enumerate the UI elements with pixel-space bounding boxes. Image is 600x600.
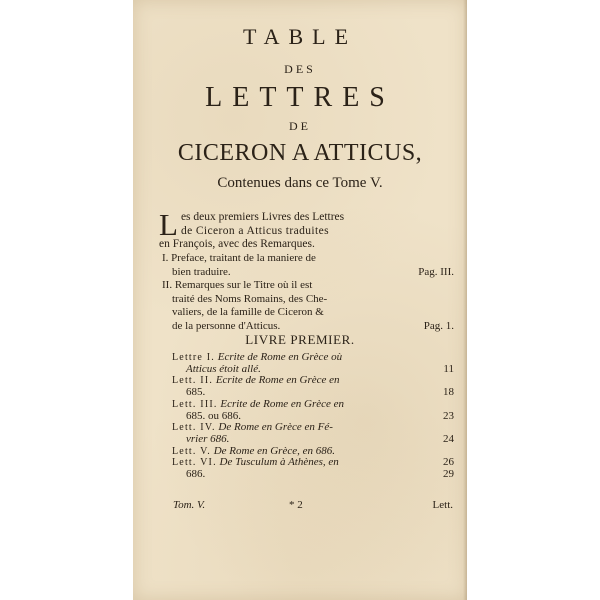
preface-line-2	[162, 266, 454, 280]
letter-label: Lettre I.	[172, 352, 216, 363]
title-des: DES	[284, 62, 316, 76]
remarques-line-4-text: de la personne d'Atticus.	[172, 319, 281, 332]
title-de: DE	[289, 119, 311, 133]
intro-paragraph	[159, 207, 451, 252]
remarques-line-4	[162, 320, 454, 334]
remarques-line-3: valiers, de la famille de Ciceron &	[172, 306, 324, 318]
letter-text-cont: 686.	[186, 468, 206, 481]
letter-text: Ecrite de Rome en Grèce en	[220, 397, 345, 410]
letter-text-cont: 685.	[186, 386, 206, 399]
letter-text-cont: 685. ou 686.	[186, 409, 241, 422]
preface-line-1: I. Preface, traitant de la maniere de	[162, 252, 316, 264]
letter-text-cont: vrier 686.	[186, 432, 230, 445]
section-heading-livre-premier: LIVRE PREMIER.	[245, 332, 355, 347]
letter-text: De Tusculum à Athènes, en	[219, 456, 339, 469]
letter-page: 26	[443, 456, 454, 469]
footer-signature: * 2	[289, 499, 303, 511]
list-item	[172, 422, 454, 445]
list-item	[172, 375, 454, 398]
letters-list	[172, 352, 454, 481]
footer-tome: Tom. V.	[173, 499, 206, 511]
intro-line-1: es deux premiers Livres des Lettres	[180, 211, 345, 223]
preface-entry	[162, 252, 454, 279]
title-ciceron-a-atticus: CICERON A ATTICUS,	[177, 140, 423, 166]
book-page	[133, 0, 467, 600]
letter-text: Ecrite de Rome en Grèce en	[215, 374, 340, 387]
letter-label: Lett. VI.	[172, 457, 217, 469]
preface-page: Pag. III.	[418, 265, 454, 278]
title-lettres: LETTRES	[205, 82, 395, 113]
letter-label: Lett. IV.	[172, 422, 216, 434]
drop-cap: L	[159, 207, 178, 242]
letter-text: De Rome en Grèce en Fé-	[218, 421, 333, 434]
letter-text: Ecrite de Rome en Grèce où	[217, 351, 343, 363]
subtitle-contenues: Contenues dans ce Tome V.	[217, 175, 383, 191]
list-item	[172, 457, 454, 480]
remarques-line-2: traité des Noms Romains, des Che-	[172, 292, 328, 305]
preface-line-2-text: bien traduire.	[172, 265, 231, 278]
letter-page: 11	[443, 362, 454, 375]
remarques-page: Pag. 1.	[423, 319, 454, 332]
list-item	[172, 399, 454, 422]
letter-page: 24	[443, 432, 454, 445]
letter-page: 29	[443, 468, 454, 481]
letter-page: 23	[443, 409, 454, 422]
remarques-entry	[162, 279, 454, 333]
letter-text: De Rome en Grèce, en 686.	[213, 444, 335, 457]
letter-label: Lett. II.	[172, 375, 214, 387]
title-table: TABLE	[242, 24, 358, 49]
footer-catchword: Lett.	[432, 499, 453, 511]
letter-page: 18	[443, 386, 454, 399]
list-item	[172, 352, 454, 375]
intro-line-3: en François, avec des Remarques.	[159, 238, 315, 250]
intro-line-2: de Ciceron a Atticus traduites	[180, 224, 329, 237]
remarques-line-1: II. Remarques sur le Titre où il est	[162, 279, 313, 291]
letter-label: Lett. V.	[172, 445, 211, 457]
letter-label: Lett. III.	[172, 398, 218, 410]
letter-text-cont: Atticus étoit allé.	[186, 362, 261, 375]
